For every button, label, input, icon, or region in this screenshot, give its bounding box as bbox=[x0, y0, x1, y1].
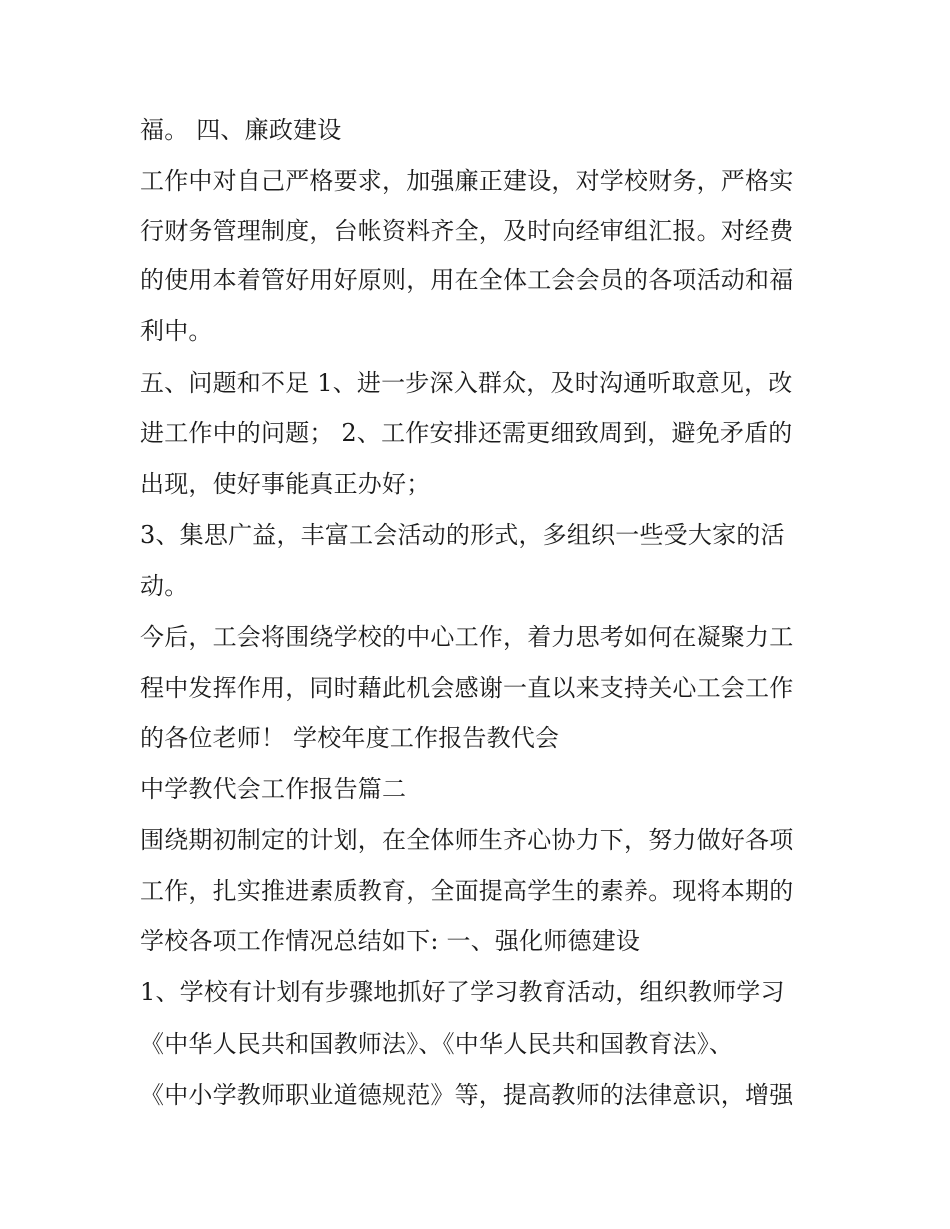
text-line: 出现，使好事能真正办好； bbox=[140, 470, 431, 498]
text-line: 1、学校有计划有步骤地抓好了学习教育活动，组织教师学习 bbox=[140, 978, 785, 1006]
text-line: 学校各项工作情况总结如下: 一、强化师德建设 bbox=[140, 927, 641, 955]
text-line: 3、集思广益，丰富工会活动的形式，多组织一些受大家的活 bbox=[140, 521, 785, 549]
text-line: 工作，扎实推进素质教育，全面提高学生的素养。现将本期的 bbox=[140, 877, 794, 905]
text-line: 五、问题和不足 1、进一步深入群众，及时沟通听取意见，改 bbox=[140, 369, 793, 397]
text-line: 福。 四、廉政建设 bbox=[140, 116, 342, 144]
text-line: 《中小学教师职业道德规范》等，提高教师的法律意识，增强 bbox=[140, 1081, 794, 1109]
text-line: 动。 bbox=[140, 572, 189, 600]
text-line: 进工作中的问题； 2、工作安排还需更细致周到，避免矛盾的 bbox=[140, 419, 793, 447]
text-line: 的使用本着管好用好原则，用在全体工会会员的各项活动和福 bbox=[140, 266, 794, 294]
text-line: 围绕期初制定的计划，在全体师生齐心协力下，努力做好各项 bbox=[140, 826, 794, 854]
text-line: 《中华人民共和国教师法》、《中华人民共和国教育法》、 bbox=[140, 1030, 734, 1058]
text-line: 利中。 bbox=[140, 317, 213, 345]
text-line: 工作中对自己严格要求，加强廉正建设，对学校财务，严格实 bbox=[140, 167, 794, 195]
text-line: 程中发挥作用，同时藉此机会感谢一直以来支持关心工会工作 bbox=[140, 674, 794, 702]
text-line: 行财务管理制度，台帐资料齐全，及时向经审组汇报。对经费 bbox=[140, 217, 794, 245]
text-line: 的各位老师！ 学校年度工作报告教代会 bbox=[140, 724, 560, 752]
text-line: 今后，工会将围绕学校的中心工作，着力思考如何在凝聚力工 bbox=[140, 623, 794, 651]
text-line: 中学教代会工作报告篇二 bbox=[140, 775, 407, 803]
